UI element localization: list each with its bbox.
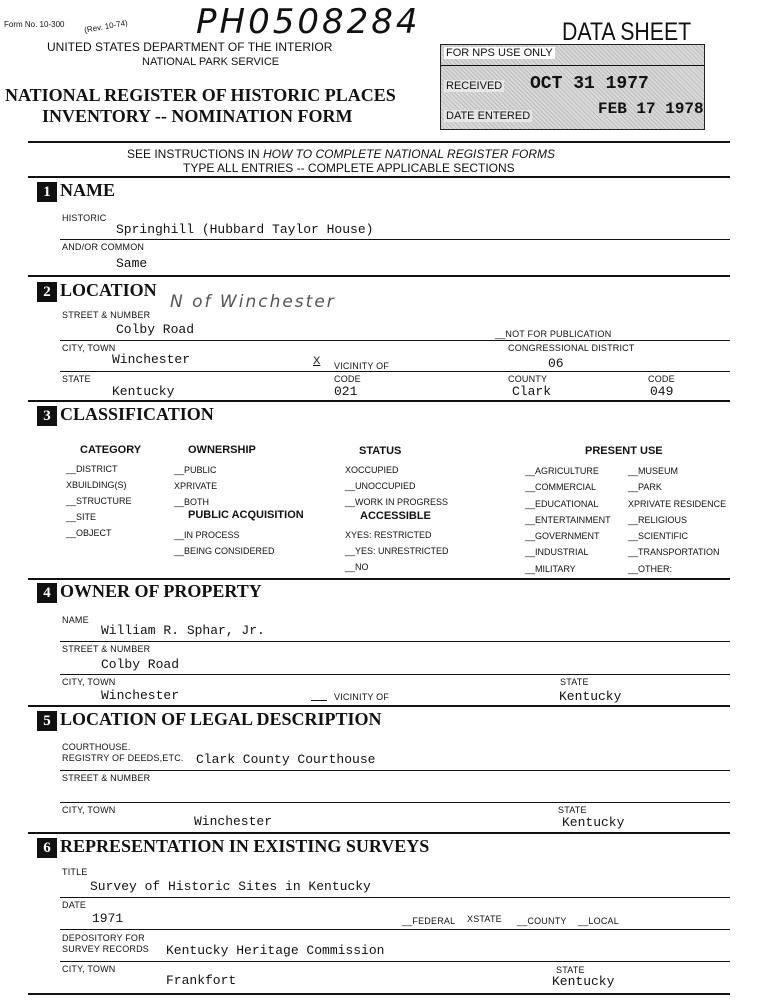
owner-city-label: CITY, TOWN (62, 677, 116, 687)
legal-state-value: Kentucky (562, 815, 625, 830)
category-option: __OBJECT (66, 528, 112, 538)
owner-city-value: Winchester (101, 688, 180, 703)
courthouse-value: Clark County Courthouse (196, 752, 376, 767)
legal-city-value: Winchester (194, 814, 273, 829)
instructions-title: HOW TO COMPLETE NATIONAL REGISTER FORMS (263, 147, 556, 161)
section-1-number: 1 (37, 182, 57, 202)
legal-street-label: STREET & NUMBER (62, 773, 151, 783)
owner-street-label: STREET & NUMBER (62, 644, 151, 654)
section-4-number: 4 (37, 583, 57, 603)
survey-title-label: TITLE (62, 867, 88, 877)
accessible-option: __YES: UNRESTRICTED (345, 546, 449, 556)
present-use-option: __MUSEUM (628, 466, 679, 476)
ownership-option: __PUBLIC (174, 465, 217, 475)
instructions-line-1 (127, 147, 555, 161)
category-option: __STRUCTURE (66, 496, 132, 506)
category-option: __SITE (66, 512, 97, 522)
local-option: __LOCAL (578, 916, 619, 926)
code-label: CODE (334, 374, 361, 384)
form-title-1: NATIONAL REGISTER OF HISTORIC PLACES (5, 85, 396, 105)
present-use-left-list (525, 463, 611, 577)
category-list (66, 461, 132, 541)
accessible-option: __NO (345, 562, 369, 572)
present-use-option: __ENTERTAINMENT (525, 514, 611, 525)
date-entered-label: DATE ENTERED (446, 110, 531, 122)
acquisition-option: __IN PROCESS (174, 530, 240, 540)
owner-street-value: Colby Road (101, 657, 180, 672)
owner-name-value: William R. Sphar, Jr. (101, 623, 265, 638)
form-number: Form No. 10-300 (4, 20, 65, 29)
ownership-head: OWNERSHIP (188, 444, 256, 456)
nps-use-label: FOR NPS USE ONLY (446, 47, 553, 59)
owner-state-value: Kentucky (559, 689, 622, 704)
courthouse-label-1: COURTHOUSE. (62, 742, 131, 752)
present-use-right-list (628, 463, 726, 577)
county-code: 049 (650, 384, 674, 399)
depository-value: Kentucky Heritage Commission (166, 943, 385, 958)
congress-label: CONGRESSIONAL DISTRICT (508, 343, 635, 353)
legal-city-label: CITY, TOWN (62, 805, 116, 815)
common-value: Same (116, 256, 148, 271)
vicinity-label: VICINITY OF (334, 361, 390, 371)
depository-label-1: DEPOSITORY FOR (62, 933, 145, 943)
vicinity-mark: X (313, 355, 321, 367)
courthouse-label-2: REGISTRY OF DEEDS,ETC. (62, 753, 184, 763)
survey-title-value: Survey of Historic Sites in Kentucky (90, 879, 371, 894)
county-value: Clark (512, 384, 552, 399)
received-date: OCT 31 1977 (530, 74, 649, 94)
acquisition-option: __BEING CONSIDERED (174, 546, 275, 556)
survey-date-value: 1971 (92, 911, 124, 926)
present-use-option: __SCIENTIFIC (628, 531, 689, 542)
state-value: Kentucky (112, 384, 175, 399)
present-use-option: __AGRICULTURE (525, 466, 599, 476)
section-4-title: OWNER OF PROPERTY (60, 581, 262, 601)
received-label: RECEIVED (446, 80, 503, 92)
section-2-title: LOCATION (60, 280, 157, 300)
state-option: XSTATE (467, 914, 502, 924)
survey-state-label: STATE (556, 965, 585, 975)
category-option: __DISTRICT (66, 464, 118, 474)
acquisition-head: PUBLIC ACQUISITION (188, 509, 304, 521)
county-option: __COUNTY (517, 916, 567, 926)
agency-service: NATIONAL PARK SERVICE (142, 56, 280, 68)
handwritten-ref: PH0508284 (196, 2, 421, 42)
county-label: COUNTY (508, 374, 548, 384)
present-use-option: __COMMERCIAL (525, 482, 597, 493)
instructions-line-2: TYPE ALL ENTRIES -- COMPLETE APPLICABLE SECTIONS (183, 161, 515, 175)
present-use-option: __PARK (628, 482, 662, 493)
state-label: STATE (62, 374, 91, 384)
owner-vicinity-label: VICINITY OF (334, 692, 390, 702)
state-code: 021 (334, 384, 358, 399)
section-6-number: 6 (37, 838, 57, 858)
survey-date-label: DATE (62, 900, 87, 910)
present-use-option: __INDUSTRIAL (525, 547, 589, 558)
city-label: CITY, TOWN (62, 343, 116, 353)
city-value: Winchester (112, 352, 191, 367)
street-label: STREET & NUMBER (62, 310, 151, 320)
ownership-option: XPRIVATE (174, 481, 218, 491)
status-option: XOCCUPIED (345, 465, 399, 475)
present-use-option: __EDUCATIONAL (525, 498, 599, 509)
section-6-title: REPRESENTATION IN EXISTING SURVEYS (60, 836, 430, 856)
present-use-option: __OTHER: (628, 563, 673, 574)
historic-value: Springhill (Hubbard Taylor House) (116, 222, 374, 237)
present-use-option: __TRANSPORTATION (628, 547, 720, 558)
date-entered-value: FEB 17 1978 (598, 100, 704, 118)
ownership-list (174, 462, 217, 510)
present-use-option: __MILITARY (525, 563, 576, 574)
accessible-option: XYES: RESTRICTED (345, 530, 432, 540)
section-1-title: NAME (60, 180, 115, 200)
section-5-number: 5 (37, 711, 57, 731)
common-label: AND/OR COMMON (62, 242, 145, 252)
category-head: CATEGORY (80, 444, 142, 456)
present-use-option: __GOVERNMENT (525, 531, 600, 542)
present-use-option: __RELIGIOUS (628, 514, 688, 525)
acquisition-list (174, 527, 275, 559)
code-label-2: CODE (648, 374, 675, 384)
ownership-option: __BOTH (174, 497, 210, 507)
not-for-publication: __NOT FOR PUBLICATION (495, 329, 612, 339)
depository-label-2: SURVEY RECORDS (62, 944, 149, 954)
street-value: Colby Road (116, 322, 195, 337)
section-3-number: 3 (37, 406, 57, 426)
present-use-option: XPRIVATE RESIDENCE (628, 498, 727, 509)
agency-dept: UNITED STATES DEPARTMENT OF THE INTERIOR (47, 40, 333, 54)
congress-value: 06 (548, 356, 564, 371)
legal-state-label: STATE (558, 805, 587, 815)
survey-city-value: Frankfort (166, 973, 237, 988)
category-option: XBUILDING(S) (66, 480, 127, 490)
owner-state-label: STATE (560, 677, 589, 687)
data-sheet-label: DATA SHEET (562, 18, 692, 46)
section-3-title: CLASSIFICATION (60, 404, 214, 424)
form-title-2: INVENTORY -- NOMINATION FORM (42, 106, 353, 126)
revision: (Rev. 10-74) (83, 18, 129, 35)
historic-label: HISTORIC (62, 213, 107, 223)
present-use-head: PRESENT USE (585, 445, 663, 457)
accessible-head: ACCESSIBLE (360, 510, 431, 522)
owner-name-label: NAME (62, 615, 89, 625)
status-option: __WORK IN PROGRESS (345, 497, 449, 507)
accessible-list (345, 527, 449, 575)
section-2-number: 2 (37, 282, 57, 302)
instructions-prefix: SEE INSTRUCTIONS IN (127, 147, 264, 161)
status-list (345, 462, 448, 510)
handwritten-note: N of Winchester (170, 292, 336, 312)
federal-option: __FEDERAL (402, 916, 456, 926)
status-head: STATUS (359, 445, 402, 457)
status-option: __UNOCCUPIED (345, 481, 416, 491)
survey-city-label: CITY, TOWN (62, 964, 116, 974)
section-5-title: LOCATION OF LEGAL DESCRIPTION (60, 709, 382, 729)
survey-state-value: Kentucky (552, 974, 615, 989)
